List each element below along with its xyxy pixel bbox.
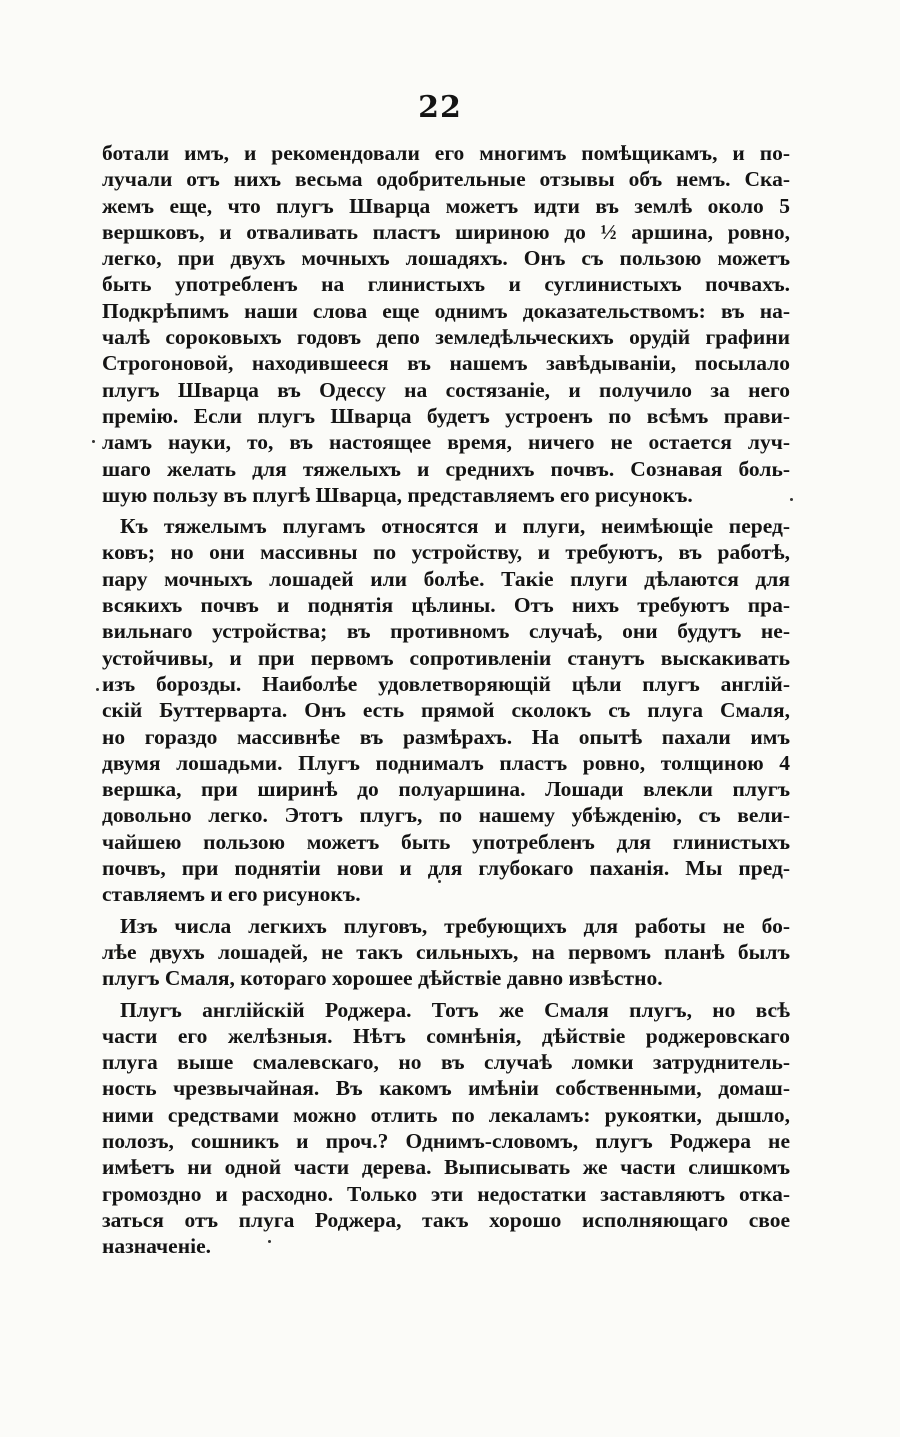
- text-line: вершка, при ширинѣ до полуаршина. Лошади влекли плугъ: [102, 777, 790, 802]
- paragraph-3: [102, 913, 790, 992]
- text-line: плугъ Смаля, котораго хорошее дѣйствіе давно извѣстно.: [102, 966, 663, 991]
- text-line: довольно легко. Этотъ плугъ, по нашему убѣжденію, съ вели-: [102, 803, 790, 828]
- text-line: скій Буттерварта. Онъ есть прямой сколокъ съ плуга Смаля,: [102, 698, 790, 723]
- text-line: чалѣ сороковыхъ годовъ депо земледѣльческихъ орудій графини: [102, 325, 790, 350]
- text-line: ковъ; но они массивны по устройству, и требуютъ, въ работѣ,: [102, 540, 790, 565]
- paragraph-4: [102, 997, 790, 1260]
- text-line: ними средствами можно отлить по лекаламъ: рукоятки, дышло,: [102, 1102, 790, 1127]
- text-line: быть употребленъ на глинистыхъ и суглинистыхъ почвахъ.: [102, 272, 790, 297]
- text-line: части его желѣзныя. Нѣтъ сомнѣнія, дѣйствіе роджеровскаго: [102, 1023, 790, 1048]
- scan-speck: [92, 440, 95, 443]
- text-line: Изъ числа легкихъ плуговъ, требующихъ для работы не бо-: [120, 913, 790, 938]
- paragraph-1: [102, 140, 790, 508]
- text-line: ставляемъ и его рисунокъ.: [102, 882, 361, 907]
- text-line: изъ борозды. Наиболѣе удовлетворяющій цѣли плугъ англій-: [102, 671, 790, 696]
- scan-speck: [96, 688, 99, 691]
- text-line: премію. Если плугъ Шварца будетъ устроенъ по всѣмъ прави-: [102, 403, 790, 428]
- text-line: лѣе двухъ лошадей, не такъ сильныхъ, на первомъ планѣ былъ: [102, 939, 790, 964]
- text-line: Плугъ англійскій Роджера. Тотъ же Смаля плугъ, но всѣ: [120, 997, 790, 1022]
- text-line: шаго желать для тяжелыхъ и среднихъ почвъ. Сознавая боль-: [102, 456, 790, 481]
- text-line: лучали отъ нихъ весьма одобрительные отзывы объ немъ. Ска-: [102, 167, 790, 192]
- text-line: полозъ, сошникъ и проч.? Однимъ-словомъ, плугъ Роджера не: [102, 1128, 790, 1153]
- text-line: громоздно и расходно. Только эти недостатки заставляютъ отка-: [102, 1181, 790, 1206]
- text-line: но гораздо массивнѣе въ размѣрахъ. На опытѣ пахали имъ: [102, 724, 790, 749]
- text-line: заться отъ плуга Роджера, такъ хорошо исполняющаго свое: [102, 1207, 790, 1232]
- text-line: вильнаго устройства; въ противномъ случаѣ, они будутъ не-: [102, 619, 790, 644]
- page-number: 22: [418, 90, 462, 125]
- text-line: двумя лошадьми. Плугъ поднималъ пластъ ровно, толщиною 4: [102, 750, 790, 775]
- text-line: Къ тяжелымъ плугамъ относятся и плуги, неимѣющіе перед-: [120, 514, 790, 539]
- text-line: Подкрѣпимъ наши слова еще однимъ доказательствомъ: въ на-: [102, 298, 790, 323]
- text-line: плугъ Шварца въ Одессу на состязаніе, и получило за него: [102, 377, 790, 402]
- scan-speck: [268, 1240, 271, 1243]
- page-body-text: [102, 140, 790, 1259]
- text-line: чайшею пользою можетъ быть употребленъ для глинистыхъ: [102, 829, 790, 854]
- text-line: жемъ еще, что плугъ Шварца можетъ идти въ землѣ около 5: [102, 193, 790, 218]
- text-line: почвъ, при поднятіи нови и для глубокаго паханія. Мы пред-: [102, 856, 790, 881]
- paragraph-2: [102, 513, 790, 907]
- scan-speck: [438, 880, 441, 883]
- text-line: всякихъ почвъ и поднятія цѣлины. Отъ нихъ требуютъ пра-: [102, 593, 790, 618]
- text-line: плуга выше смалевскаго, но въ случаѣ ломки затруднитель-: [102, 1050, 790, 1075]
- text-line: ламъ науки, то, въ настоящее время, ничего не остается луч-: [102, 430, 790, 455]
- text-line: назначеніе.: [102, 1234, 212, 1259]
- text-line: легко, при двухъ мочныхъ лошадяхъ. Онъ съ пользою можетъ: [102, 246, 790, 271]
- text-line: Строгоновой, находившееся въ нашемъ завѣдываніи, посылало: [102, 351, 790, 376]
- text-line: ность чрезвычайная. Въ какомъ имѣніи собственными, домаш-: [102, 1076, 790, 1101]
- text-line: устойчивы, и при первомъ сопротивленіи станутъ выскакивать: [102, 645, 790, 670]
- text-line: шую пользу въ плугѣ Шварца, представляемъ его рисунокъ.: [102, 482, 693, 507]
- text-line: ботали имъ, и рекомендовали его многимъ помѣщикамъ, и по-: [102, 141, 790, 165]
- text-line: пару мочныхъ лошадей или болѣе. Такіе плуги дѣлаются для: [102, 566, 790, 591]
- scan-speck: [790, 498, 793, 501]
- text-line: имѣетъ ни одной части дерева. Выписывать же части слишкомъ: [102, 1155, 790, 1180]
- text-line: вершковъ, и отваливать пластъ шириною до ½ аршина, ровно,: [102, 219, 790, 244]
